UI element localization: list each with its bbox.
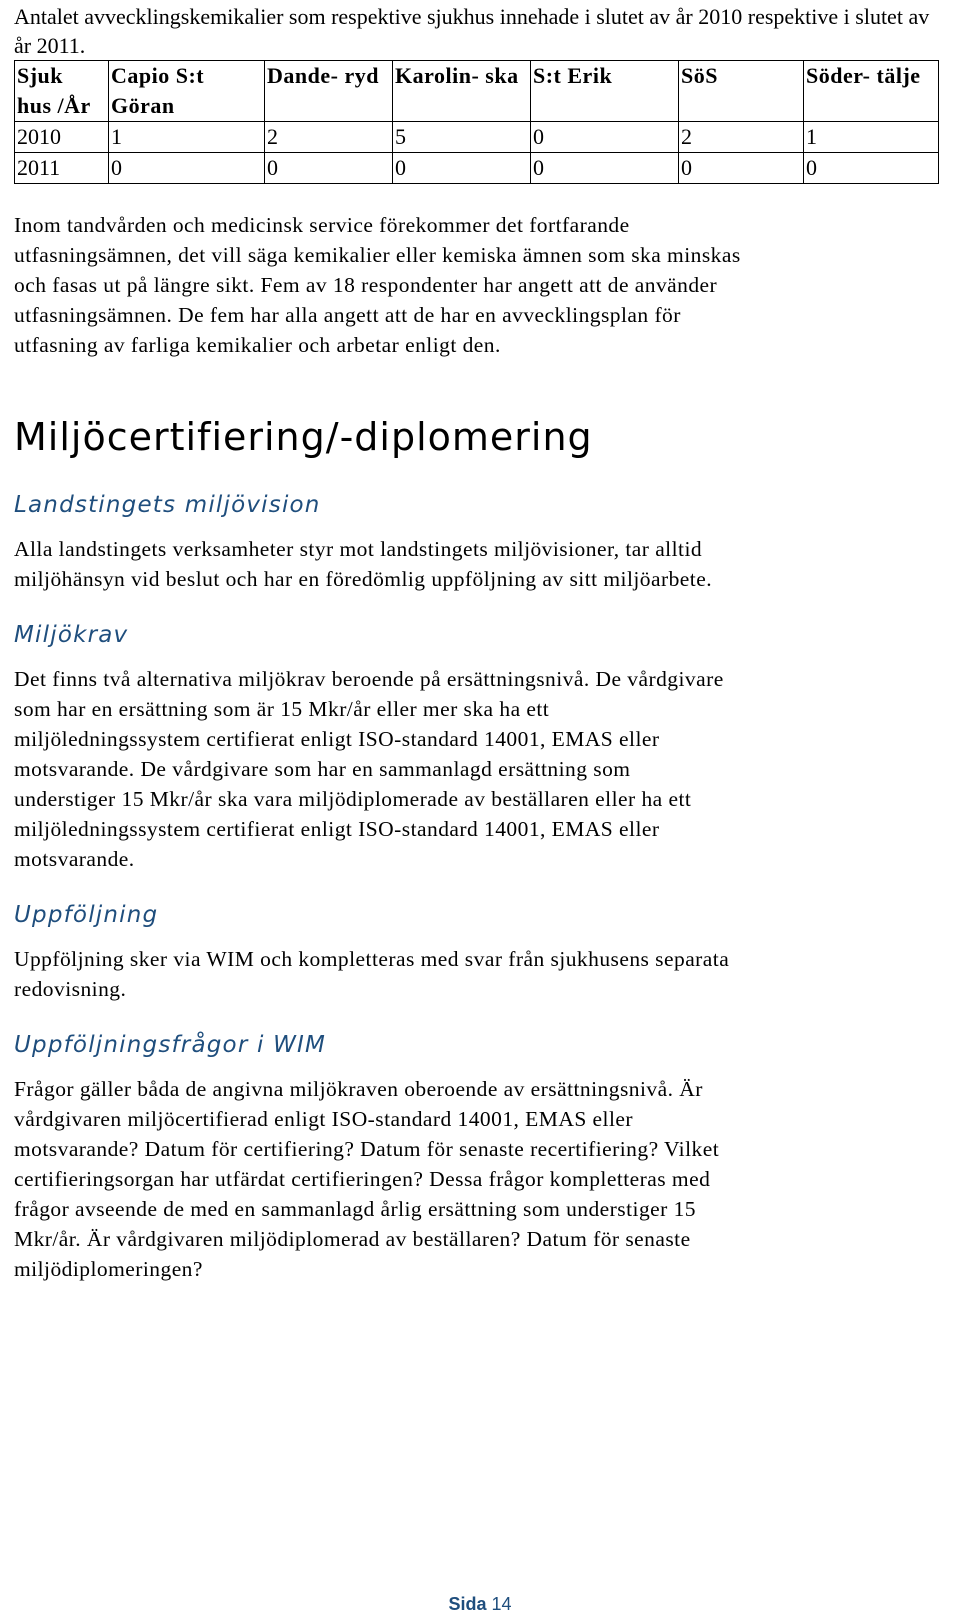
table-row bbox=[15, 153, 939, 184]
subheading-miljovision: Landstingets miljövision bbox=[14, 492, 321, 518]
header-cell-karolinska: Karolin- ska bbox=[393, 61, 531, 122]
table-cell: 0 bbox=[393, 153, 531, 184]
hospital-chemicals-table bbox=[14, 60, 939, 184]
table-row bbox=[15, 122, 939, 153]
subheading-uppfoljningsfragor: Uppföljningsfrågor i WIM bbox=[14, 1032, 327, 1058]
paragraph-uppfoljningsfragor: Frågor gäller båda de angivna miljökraven oberoende av ersättningsnivå. Är vårdgivaren miljöcertifierad enligt ISO-standard 14001, EMAS eller motsvarande? Datum för certifiering? Datum för senaste recertifiering? Vilket certifieringsorgan har utfärdat certifieringen? Dessa frågor kompletteras med frågor avseende de med en sammanlagd årlig ersättning som understiger 15 Mkr/år. Är vårdgivaren miljödiplomerad av beställaren? Datum för senaste miljödiplomeringen? bbox=[14, 1077, 720, 1281]
paragraph-utfasningsamnen: Inom tandvården och medicinsk service förekommer det fortfarande utfasningsämnen, det vill säga kemikalier eller kemiska ämnen som ska minskas och fasas ut på längre sikt. Fem av 18 respondenter har angett att de använder utfasningsämnen. De fem har alla angett att de har en avvecklingsplan för utfasning av farliga kemikalier och arbetar enligt den. bbox=[14, 213, 741, 357]
page-footer bbox=[0, 1594, 960, 1615]
table-cell: 2 bbox=[265, 122, 393, 153]
table-cell: 0 bbox=[265, 153, 393, 184]
paragraph-miljovision: Alla landstingets verksamheter styr mot landstingets miljövisioner, tar alltid miljöhänsyn vid beslut och har en föredömlig uppföljning av sitt miljöarbete. bbox=[14, 537, 713, 591]
table-header-row bbox=[15, 61, 939, 122]
header-cell-st-erik: S:t Erik bbox=[531, 61, 679, 122]
header-cell-year: Sjuk hus /År bbox=[15, 61, 109, 122]
subheading-miljokrav: Miljökrav bbox=[14, 622, 129, 648]
table-cell: 2010 bbox=[15, 122, 109, 153]
table-cell: 0 bbox=[679, 153, 804, 184]
header-cell-capio: Capio S:t Göran bbox=[109, 61, 265, 122]
subheading-uppfoljning: Uppföljning bbox=[14, 902, 159, 928]
header-cell-danderyd: Dande- ryd bbox=[265, 61, 393, 122]
table-caption: Antalet avvecklingskemikalier som respektive sjukhus innehade i slutet av år 2010 respektive i slutet av år 2011. bbox=[14, 4, 930, 58]
table-cell: 0 bbox=[804, 153, 939, 184]
table-cell: 0 bbox=[109, 153, 265, 184]
paragraph-uppfoljning: Uppföljning sker via WIM och kompletteras med svar från sjukhusens separata redovisning. bbox=[14, 947, 730, 1001]
paragraph-miljokrav: Det finns två alternativa miljökrav beroende på ersättningsnivå. De vårdgivare som har en ersättning som är 15 Mkr/år eller mer ska ha ett miljöledningssystem certifierat enligt ISO-standard 14001, EMAS eller motsvarande. De vårdgivare som har en sammanlagd ersättning som understiger 15 Mkr/år ska vara miljödiplomerade av beställaren eller ha ett miljöledningssystem certifierat enligt ISO-standard 14001, EMAS eller motsvarande. bbox=[14, 667, 724, 871]
page-label: Sida bbox=[448, 1594, 487, 1614]
table-cell: 2 bbox=[679, 122, 804, 153]
table-cell: 2011 bbox=[15, 153, 109, 184]
page-number: 14 bbox=[491, 1594, 512, 1614]
section-heading-miljocertifiering: Miljöcertifiering/-diplomering bbox=[14, 415, 593, 459]
table-cell: 5 bbox=[393, 122, 531, 153]
document-page bbox=[14, 0, 944, 1284]
table-cell: 1 bbox=[804, 122, 939, 153]
table-cell: 0 bbox=[531, 122, 679, 153]
table-cell: 1 bbox=[109, 122, 265, 153]
table-cell: 0 bbox=[531, 153, 679, 184]
header-cell-sos: SöS bbox=[679, 61, 804, 122]
header-cell-sodertalje: Söder- tälje bbox=[804, 61, 939, 122]
